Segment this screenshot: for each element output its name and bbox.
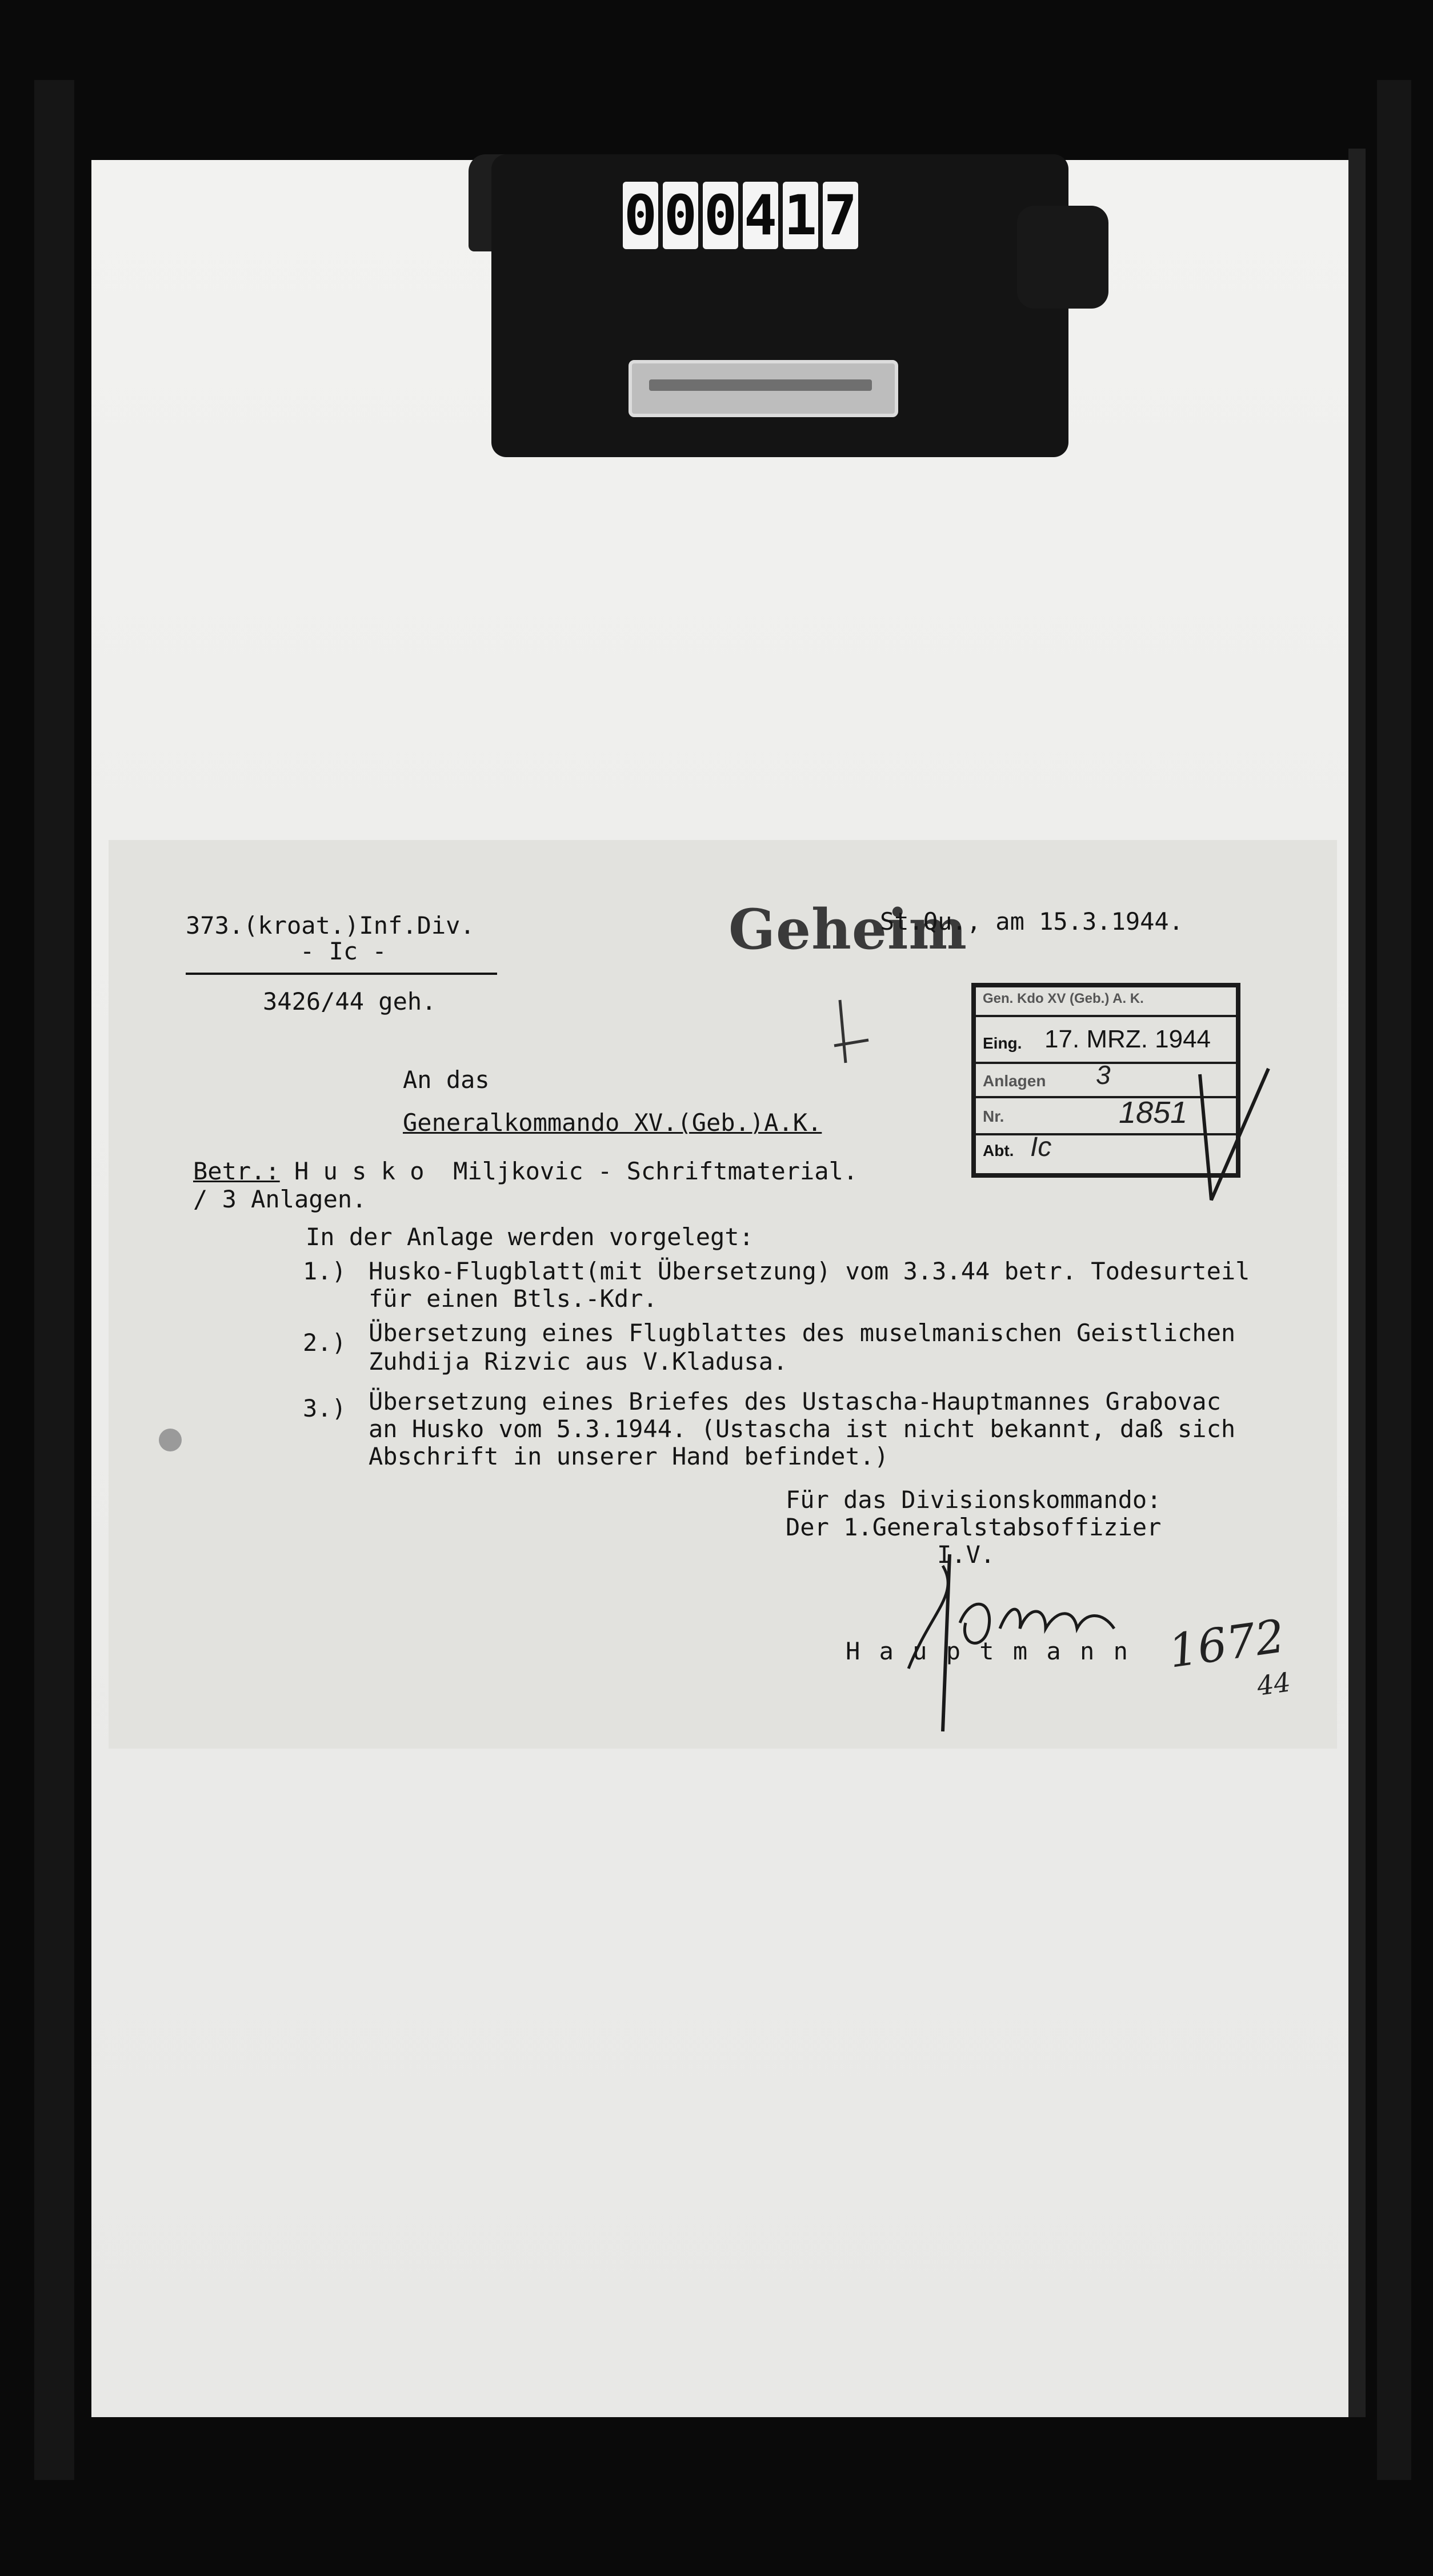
- recipient: Generalkommando XV.(Geb.)A.K.: [403, 1109, 822, 1137]
- sender-department: - Ic -: [300, 937, 387, 965]
- place-date: St.Qu., am 15.3.1944.: [880, 907, 1184, 935]
- stamp-nr-label: Nr.: [983, 1107, 1004, 1125]
- enclosures-note: / 3 Anlagen.: [193, 1185, 367, 1213]
- item-number: 1.): [303, 1257, 346, 1285]
- signatory-rank: H a u p t m a n n: [846, 1637, 1130, 1665]
- pencil-mark: [823, 994, 874, 1074]
- stamp-eing-label: Eing.: [983, 1034, 1022, 1052]
- stamp-abt-label: Abt.: [983, 1142, 1014, 1159]
- closing-line: Für das Divisionskommando:: [786, 1486, 1162, 1514]
- handwritten-file-number: 1672: [1165, 1609, 1288, 1678]
- recipient-prefix: An das: [403, 1066, 490, 1094]
- counter-digit: 0: [703, 182, 738, 249]
- film-edge-left: [34, 80, 74, 2480]
- stamp-header: Gen. Kdo XV (Geb.) A. K.: [983, 991, 1144, 1006]
- items-intro: In der Anlage werden vorgelegt:: [306, 1223, 754, 1251]
- counter-digit: 1: [783, 182, 818, 249]
- closing-line: I.V.: [937, 1541, 995, 1569]
- stamp-abt-value: Ic: [1030, 1132, 1052, 1162]
- item-text: an Husko vom 5.3.1944. (Ustascha ist nicht bekannt, daß sich: [369, 1415, 1236, 1443]
- frame-counter-digits: [623, 182, 858, 256]
- counter-digit: 0: [623, 182, 658, 249]
- stamp-anlagen-value: 3: [1096, 1060, 1111, 1090]
- stamp-anlagen-label: Anlagen: [983, 1072, 1046, 1090]
- classification-mark: Geheim: [728, 897, 967, 962]
- counter-digit: 7: [823, 182, 858, 249]
- film-edge-right: [1377, 80, 1411, 2480]
- closing-line: Der 1.Generalstabsoffizier: [786, 1513, 1162, 1541]
- mount-shadow: [1348, 149, 1366, 2417]
- check-mark: [1188, 1063, 1274, 1211]
- counter-nameplate: [629, 360, 898, 417]
- stamp-nr-value: 1851: [1119, 1095, 1188, 1130]
- item-text: Zuhdija Rizvic aus V.Kladusa.: [369, 1347, 788, 1375]
- reference-number: 3426/44 geh.: [263, 987, 437, 1015]
- punch-hole: [159, 1429, 182, 1451]
- counter-digit: 0: [663, 182, 698, 249]
- handwritten-file-sub: 44: [1255, 1666, 1293, 1702]
- stamp-eing-value: 17. MRZ. 1944: [1044, 1025, 1211, 1053]
- document-sheet: [109, 840, 1337, 1749]
- item-text: Abschrift in unserer Hand befindet.): [369, 1442, 889, 1470]
- item-number: 3.): [303, 1394, 346, 1422]
- sender-unit: 373.(kroat.)Inf.Div.: [186, 911, 475, 939]
- stamp-row-divider: [976, 1015, 1236, 1017]
- sender-underline: [186, 973, 497, 975]
- subject-label: Betr.:: [193, 1157, 280, 1185]
- item-text: Husko-Flugblatt(mit Übersetzung) vom 3.3.44 betr. Todesurteil: [369, 1257, 1250, 1285]
- subject-text: H u s k o Miljkovic - Schriftmaterial.: [294, 1157, 858, 1185]
- frame-counter-knob: [1017, 206, 1108, 309]
- item-number: 2.): [303, 1329, 346, 1357]
- item-text: Übersetzung eines Briefes des Ustascha-Hauptmannes Grabovac: [369, 1387, 1221, 1415]
- item-text: für einen Btls.-Kdr.: [369, 1285, 658, 1313]
- counter-digit: 4: [743, 182, 778, 249]
- item-text: Übersetzung eines Flugblattes des muselmanischen Geistlichen: [369, 1319, 1236, 1347]
